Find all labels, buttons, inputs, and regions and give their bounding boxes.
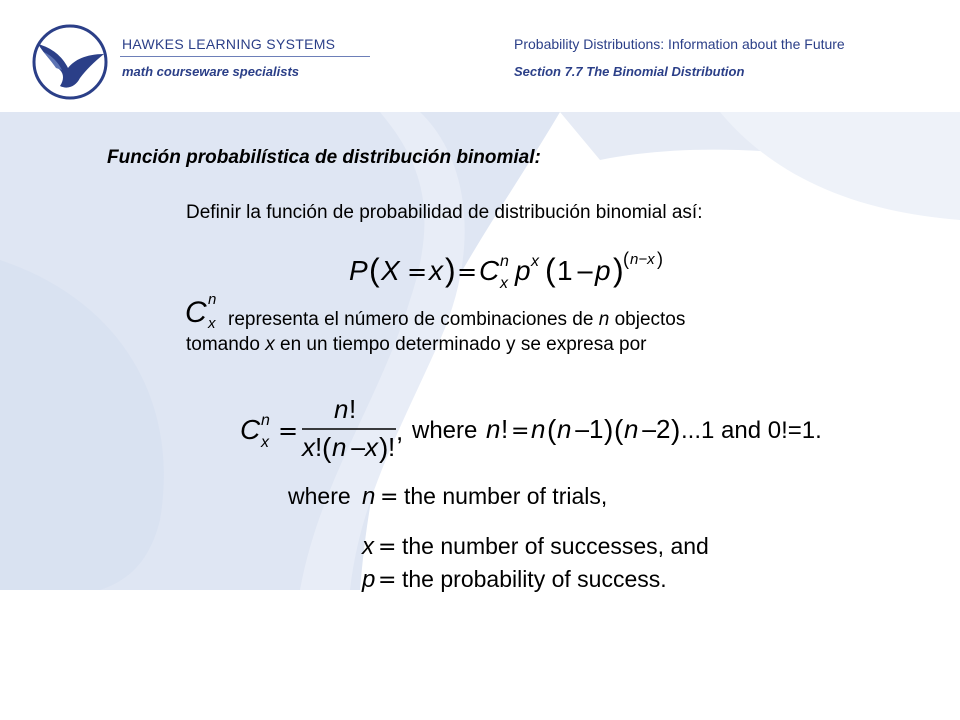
svg-text:(: ( — [369, 252, 380, 288]
p-definition — [360, 563, 750, 597]
desc-line1-b: objectos — [614, 309, 686, 330]
svg-text:C: C — [240, 414, 261, 445]
svg-text:n: n — [334, 394, 349, 424]
svg-text:C: C — [185, 296, 207, 329]
desc-var-n: n — [598, 309, 610, 330]
svg-text:−: − — [349, 437, 368, 462]
svg-text:x: x — [261, 434, 269, 451]
svg-text:,: , — [396, 416, 404, 446]
svg-text:): ) — [657, 249, 663, 269]
brand-name: HAWKES LEARNING SYSTEMS — [122, 36, 336, 52]
where-label-2: where — [288, 483, 351, 509]
svg-text:=: = — [511, 419, 530, 444]
svg-text:): ) — [445, 252, 456, 288]
svg-text:(: ( — [614, 414, 624, 445]
p-definition-text: the probability of success. — [402, 566, 667, 592]
svg-text:X: X — [381, 255, 400, 286]
svg-text:p: p — [515, 255, 531, 286]
svg-text:n: n — [486, 414, 501, 444]
section-title: Section 7.7 The Binomial Distribution — [514, 64, 745, 79]
factorial-note: ...1 and 0!=1. — [681, 417, 822, 444]
svg-text:n: n — [362, 483, 376, 510]
svg-text:p: p — [595, 255, 611, 286]
svg-text:(: ( — [547, 414, 557, 445]
svg-text:P: P — [349, 255, 368, 286]
n-definition-text: the number of trials, — [404, 483, 608, 509]
svg-text:C: C — [479, 255, 500, 286]
svg-text:n: n — [624, 414, 639, 444]
desc-line1-a: representa el número de combinaciones de — [228, 309, 594, 330]
svg-text:): ) — [613, 252, 624, 288]
course-title: Probability Distributions: Information about the Future — [514, 36, 845, 52]
svg-text:x: x — [531, 253, 539, 270]
svg-text:=: = — [378, 568, 397, 593]
n-definition — [288, 480, 648, 514]
svg-text:!: ! — [501, 414, 509, 444]
svg-text:x: x — [429, 255, 443, 286]
where-label-1: where — [412, 417, 478, 444]
svg-text:x: x — [302, 432, 315, 462]
x-definition — [360, 530, 750, 564]
intro-text: Definir la función de probabilidad de distribución binomial así: — [186, 202, 703, 223]
desc-line2-a: tomando — [186, 334, 260, 355]
svg-text:(: ( — [545, 252, 556, 288]
combination-description — [186, 307, 846, 357]
svg-text:=: = — [457, 258, 478, 286]
svg-text:!: ! — [388, 432, 396, 462]
svg-text:(: ( — [623, 249, 629, 269]
svg-text:p: p — [362, 566, 376, 593]
svg-text:−: − — [573, 419, 592, 444]
svg-text:n: n — [557, 414, 572, 444]
svg-text:n: n — [531, 414, 546, 444]
svg-text:n: n — [208, 291, 217, 308]
svg-text:=: = — [380, 485, 399, 510]
slide-title: Función probabilística de distribución binomial: — [107, 147, 541, 168]
x-definition-text: the number of successes, and — [402, 533, 709, 559]
svg-text:!: ! — [315, 432, 323, 462]
svg-text:1: 1 — [557, 255, 573, 286]
svg-text:=: = — [407, 258, 428, 286]
svg-text:!: ! — [349, 394, 357, 424]
svg-text:1: 1 — [589, 414, 604, 444]
desc-var-x: x — [265, 334, 275, 355]
svg-text:x: x — [365, 432, 378, 462]
combination-formula — [236, 392, 836, 467]
svg-text:−: − — [575, 258, 596, 286]
svg-text:): ) — [379, 432, 389, 463]
svg-text:n: n — [261, 412, 270, 429]
svg-text:n: n — [500, 253, 509, 270]
svg-text:): ) — [604, 414, 614, 445]
svg-text:−: − — [640, 419, 659, 444]
svg-text:(: ( — [322, 432, 332, 463]
binomial-pmf-formula — [345, 244, 675, 294]
desc-line2-b: en un tiempo determinado y se expresa por — [280, 334, 647, 355]
svg-text:): ) — [671, 414, 681, 445]
svg-text:x: x — [500, 275, 508, 292]
svg-text:x: x — [362, 533, 374, 560]
svg-text:2: 2 — [656, 414, 671, 444]
svg-text:=: = — [378, 535, 397, 560]
svg-text:n: n — [332, 432, 347, 462]
svg-text:x: x — [208, 315, 216, 330]
svg-text:n−x: n−x — [630, 251, 655, 268]
svg-text:=: = — [278, 417, 299, 445]
brand-tagline: math courseware specialists — [122, 64, 300, 79]
